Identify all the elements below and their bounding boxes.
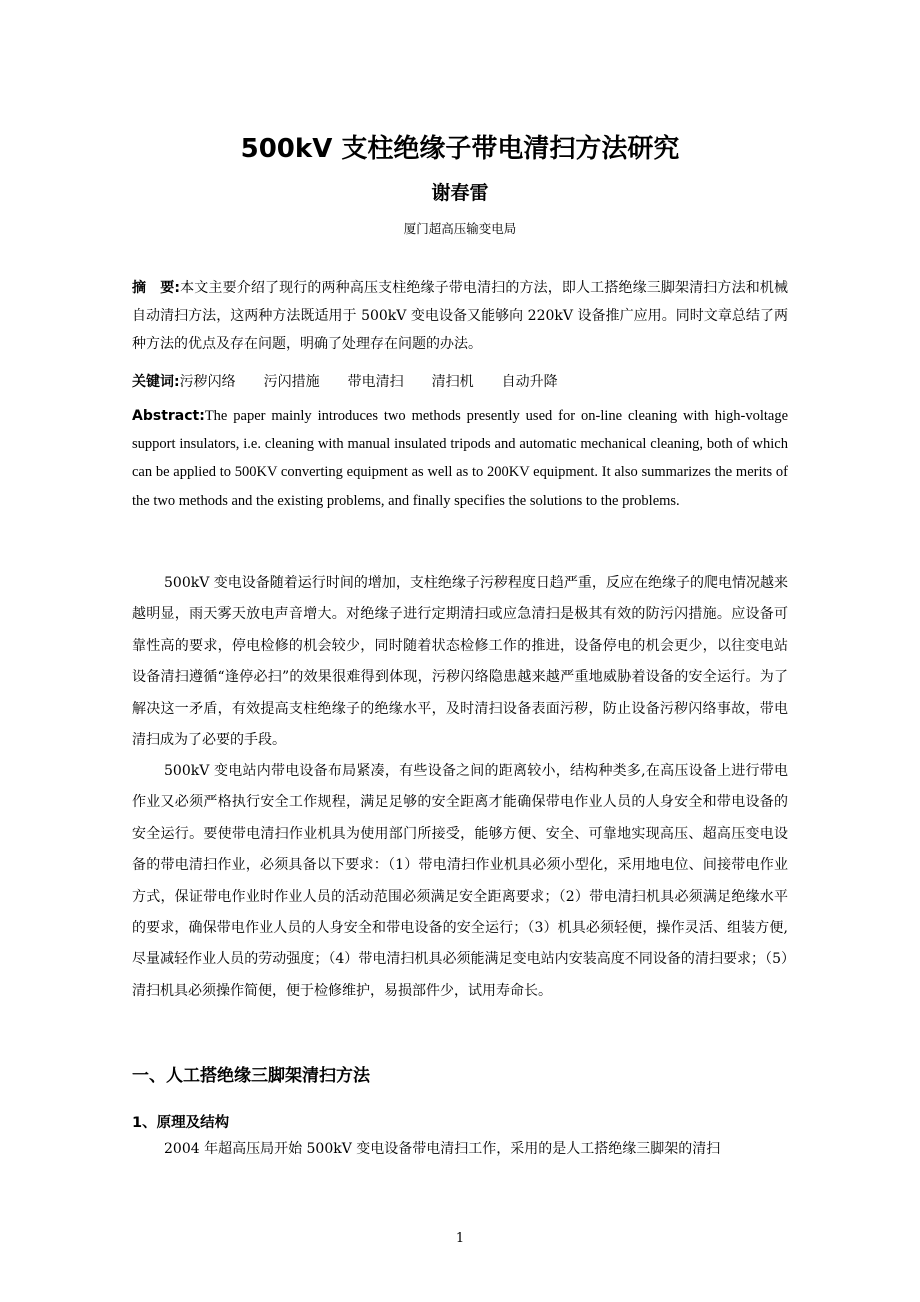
subsection-heading: 1、原理及结构: [132, 1115, 230, 1131]
keywords-label: 关键词:: [132, 374, 180, 390]
keyword-item: 污闪措施: [263, 374, 320, 390]
keyword-item: 带电清扫: [347, 374, 404, 390]
keyword-item: 清扫机: [431, 374, 474, 390]
author-name: 谢春雷: [431, 182, 489, 204]
abstract-text: 本文主要介绍了现行的两种高压支柱绝缘子带电清扫的方法，即人工搭绝缘三脚架清扫方法和机械自动清扫方法，这两种方法既适用于 500kV 变电设备又能够向 220kV 设备推广应用。同时文章总结了两种方法的优点及存在问题，明确了处理存在问题的办法。: [132, 280, 788, 352]
keywords-line: [132, 368, 788, 396]
keyword-item: 污秽闪络: [179, 374, 236, 390]
author-affiliation: 厦门超高压输变电局: [403, 221, 517, 236]
paper-title: 500kV 支柱绝缘子带电清扫方法研究: [240, 134, 680, 164]
abstract-en-text: The paper mainly introduces two methods presently used for on-line cleaning with high-voltage support insulators, i.e. cleaning with manual insulated tripods and automatic mechanical cleaning, both of which can be applied to 500KV converting equipment as well as to 200KV equipment. It also summarizes the merits of the two methods and the existing problems, and finally specifies the solutions to the problems.: [132, 408, 788, 509]
keyword-item: 自动升降: [501, 374, 558, 390]
abstract-english: [132, 402, 788, 515]
abstract-chinese: [132, 274, 788, 358]
section-heading: 一、人工搭绝缘三脚架清扫方法: [132, 1066, 370, 1086]
body-paragraph: 500kV 变电设备随着运行时间的增加，支柱绝缘子污秽程度日趋严重，反应在绝缘子的爬电情况越来越明显，雨天雾天放电声音增大。对绝缘子进行定期清扫或应急清扫是极其有效的防污闪措施。应设备可靠性高的要求，停电检修的机会较少，同时随着状态检修工作的推进，设备停电的机会更少，以往变电站设备清扫遵循“逢停必扫”的效果很难得到体现，污秽闪络隐患越来越严重地威胁着设备的安全运行。为了解决这一矛盾，有效提高支柱绝缘子的绝缘水平，及时清扫设备表面污秽，防止设备污秽闪络事故，带电清扫成为了必要的手段。: [132, 575, 788, 749]
body-paragraph: 2004 年超高压局开始 500kV 变电设备带电清扫工作，采用的是人工搭绝缘三脚架的清扫: [164, 1141, 721, 1157]
body-paragraph: 500kV 变电站内带电设备布局紧凑，有些设备之间的距离较小，结构种类多,在高压设备上进行带电作业又必须严格执行安全工作规程，满足足够的安全距离才能确保带电作业人员的人身安全和带电设备的安全运行。要使带电清扫作业机具为使用部门所接受，能够方便、安全、可靠地实现高压、超高压变电设备的带电清扫作业，必须具备以下要求：（1）带电清扫作业机具必须小型化，采用地电位、间接带电作业方式，保证带电作业时作业人员的活动范围必须满足安全距离要求；（2）带电清扫机具必须满足绝缘水平的要求，确保带电作业人员的人身安全和带电设备的安全运行；（3）机具必须轻便，操作灵活、组装方便,尽量减轻作业人员的劳动强度；（4）带电清扫机具必须能满足变电站内安装高度不同设备的清扫要求；（5）清扫机具必须操作简便，便于检修维护，易损部件少，试用寿命长。: [132, 763, 788, 999]
abstract-en-label: Abstract:: [132, 408, 205, 424]
abstract-label: 摘 要:: [132, 280, 181, 296]
page-number: 1: [455, 1231, 465, 1246]
